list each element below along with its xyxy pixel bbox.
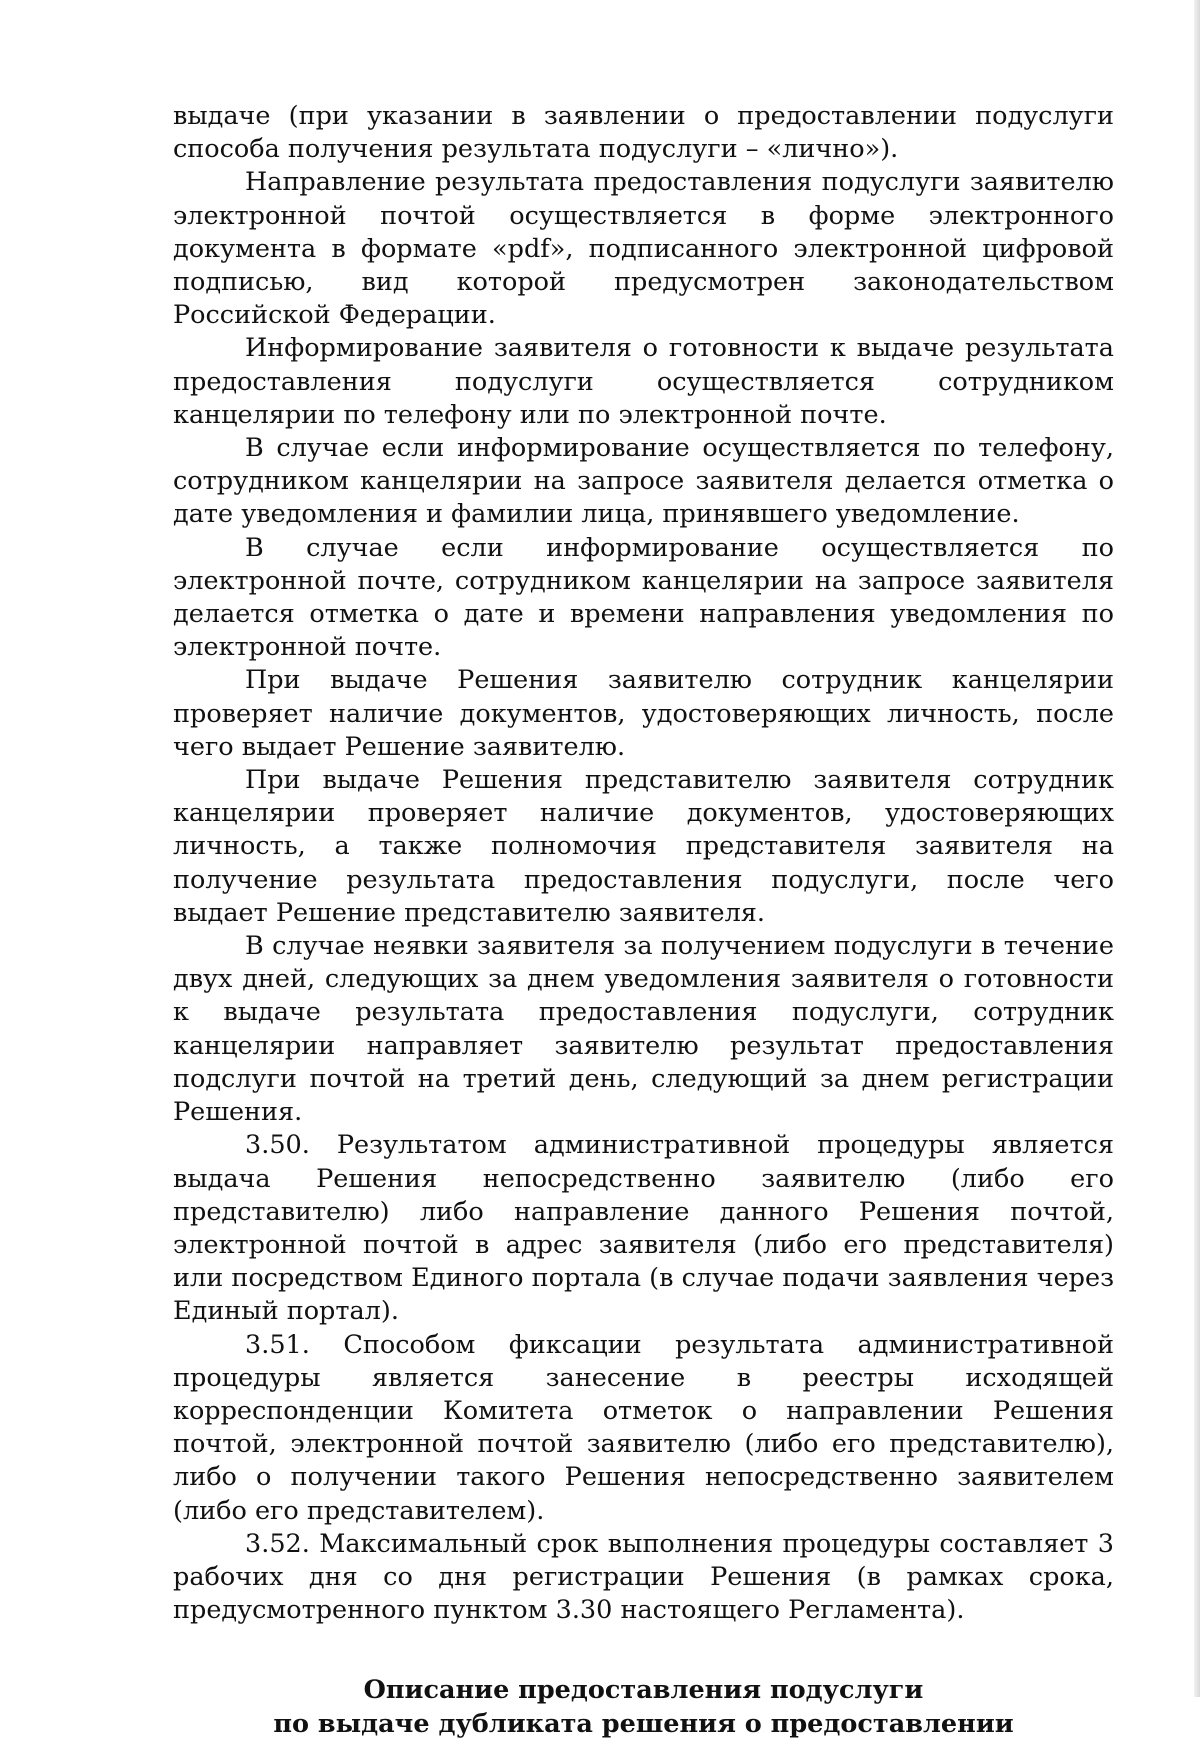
paragraph-email-notice: В случае если информирование осуществляется по электронной почте, сотрудником канцелярии на запросе заявителя делается отметка о дате и времени направления уведомления по электронной почте.	[173, 532, 1114, 663]
section-heading-line-2: по выдаче дубликата решения о предоставлении	[273, 1709, 1014, 1740]
paragraph-issue-to-applicant: При выдаче Решения заявителю сотрудник канцелярии проверяет наличие документов, удостоверяющих личность, после чего выдает Решение заявителю.	[173, 665, 1114, 762]
paragraph-issue-to-representative: При выдаче Решения представителю заявителя сотрудник канцелярии проверяет наличие документов, удостоверяющих личность, а также полномочия представителя заявителя на получение результата предоставления подуслуги, после чего выдает Решение представителю заявителя.	[173, 765, 1114, 928]
paragraph-3-51: 3.51. Способом фиксации результата административной процедуры является занесение в реестры исходящей корреспонденции Комитета отметок о направлении Решения почтой, электронной почтой заявителю (либо его представителю), либо о получении такого Решения непосредственно заявителем (либо его представителем).	[173, 1329, 1114, 1526]
section-heading-line-1: Описание предоставления подуслуги	[363, 1675, 924, 1706]
paragraph-readiness-notice: Информирование заявителя о готовности к выдаче результата предоставления подуслуги осуществляется сотрудником канцелярии по телефону или по электронной почте.	[173, 333, 1114, 430]
paragraph-non-appearance: В случае неявки заявителя за получением подуслуги в течение двух дней, следующих за днем уведомления заявителя о готовности к выдаче результата предоставления подуслуги, сотрудник канцелярии направляет заявителю результат предоставления подслуги почтой на третий день, следующий за днем регистрации Решения.	[173, 931, 1114, 1128]
document-body	[173, 100, 1114, 1741]
page-edge-shadow	[1194, 0, 1200, 1697]
paragraph-continuation: выдаче (при указании в заявлении о предоставлении подуслуги способа получения результата подуслуги – «лично»).	[173, 101, 1114, 165]
section-heading	[173, 1673, 1114, 1741]
paragraph-3-52: 3.52. Максимальный срок выполнения процедуры составляет 3 рабочих дня со дня регистрации Решения (в рамках срока, предусмотренного пунктом 3.30 настоящего Регламента).	[173, 1528, 1114, 1626]
paragraph-3-50: 3.50. Результатом административной процедуры является выдача Решения непосредственно заявителю (либо его представителю) либо направление данного Решения почтой, электронной почтой в адрес заявителя (либо его представителя) или посредством Единого портала (в случае подачи заявления через Единый портал).	[173, 1130, 1114, 1327]
paragraph-phone-notice: В случае если информирование осуществляется по телефону, сотрудником канцелярии на запросе заявителя делается отметка о дате уведомления и фамилии лица, принявшего уведомление.	[173, 433, 1114, 530]
paragraph-email-delivery: Направление результата предоставления подуслуги заявителю электронной почтой осуществляется в форме электронного документа в формате «pdf», подписанного электронной цифровой подписью, вид которой предусмотрен законодательством Российской Федерации.	[173, 167, 1114, 331]
